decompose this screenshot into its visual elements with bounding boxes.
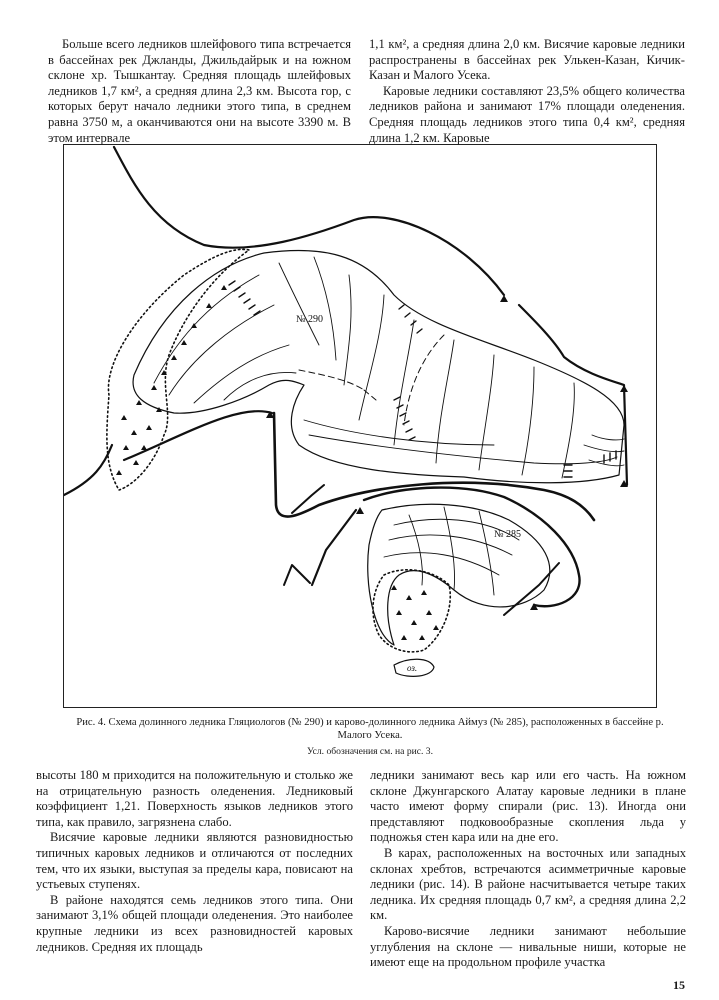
page-number: 15 xyxy=(673,978,685,992)
ridge-line xyxy=(284,565,310,585)
contour-line xyxy=(589,460,624,466)
contour-line xyxy=(584,445,624,452)
glacier-290-label: № 290 xyxy=(296,314,324,325)
glacier-map-drawing xyxy=(64,145,658,709)
contour-line xyxy=(384,553,499,575)
contour-line xyxy=(314,257,336,360)
contour-line xyxy=(169,305,274,395)
ridge-line xyxy=(114,147,504,295)
ridge-line xyxy=(64,445,112,495)
paragraph: В районе находятся семь ледников этого типа. Они занимают 3,1% общей площади оледенения. Это наиболее крупные ледники из всех разновидностей каровых ледников. Средняя их площадь xyxy=(36,892,353,954)
glacier-290-outline xyxy=(133,250,624,482)
contour-line xyxy=(394,320,414,445)
glacier-285-outline xyxy=(368,504,550,645)
moraine-outline xyxy=(373,570,450,652)
contour-line xyxy=(309,435,617,464)
paragraph: Каровые ледники составляют 23,5% общего количества ледников района и занимают 17% площади оледенения. Средняя площадь ледников этого типа 0,4 км², средняя длина 1,2 км. Каровые xyxy=(369,83,685,145)
contour-line xyxy=(154,275,259,383)
glacier-285-label: № 285 xyxy=(494,529,522,540)
text-column-top-left xyxy=(48,37,351,146)
ridge-line xyxy=(124,411,272,460)
paragraph: ледники занимают весь кар или его часть. На южном склоне Джунгарского Алатау каровые ледники в плане часто имеют форму спирали (рис. 13). Иногда они представляют подковообразные скопления льда у подножья стен кара или на дне его. xyxy=(370,768,686,845)
lake-label: оз. xyxy=(407,663,418,673)
dashed-line xyxy=(364,390,376,400)
ridge-line xyxy=(292,485,324,513)
contour-line xyxy=(194,345,289,403)
paragraph: Больше всего ледников шлейфового типа встречается в бассейнах рек Джланды, Джильдайрык и на южном склоне хр. Тышкантау. Средняя площадь шлейфовых ледников 1,7 км², а средняя длина 2,3 км. Высота гор, с которых берут начало ледники этого типа, в среднем равна 3750 м, а оканчиваются они на высоте 3390 м. В этом интервале xyxy=(48,37,351,145)
contour-line xyxy=(279,263,319,345)
contour-line xyxy=(436,340,454,463)
cliff-hatching xyxy=(399,305,422,333)
dashed-line xyxy=(299,370,364,390)
text-column-top-right xyxy=(369,37,685,146)
contour-line xyxy=(479,355,494,470)
text-column-bottom-right xyxy=(370,768,686,971)
paragraph: 1,1 км², а средняя длина 2,0 км. Висячие каровые ледники распространены в бассейнах рек Улькен-Казан, Кичик-Казан и Малого Усека. xyxy=(369,37,685,83)
figure-legend-note: Усл. обозначения см. на рис. 3. xyxy=(306,746,433,757)
dashed-line xyxy=(404,335,444,425)
ridge-line xyxy=(504,563,559,615)
paragraph: высоты 180 м приходится на положительную и столько же на отрицательную разность оледенения. Ледниковый коэффициент 1,21. Поверхность языков ледников этого типа, как правило, загрязнена слабо. xyxy=(36,768,353,829)
contour-line xyxy=(522,367,534,475)
ridge-line xyxy=(519,305,627,485)
contour-line xyxy=(359,295,384,420)
ridge-line xyxy=(364,488,580,607)
ridge-line xyxy=(312,510,356,585)
paragraph: Карово-висячие ледники занимают небольшие углубления на склоне — нивальные ниши, которые не имеют еще на продольном профиле участка xyxy=(370,923,686,970)
cliff-hatching xyxy=(229,281,260,315)
contour-line xyxy=(592,435,624,440)
moraine-outline xyxy=(107,249,249,490)
paragraph: В карах, расположенных на восточных или западных склонах хребтов, встречаются асимметричные каровые ледники (рис. 14). В районе насчитывается четыре таких ледника. Их средняя площадь 0,7 км², а средняя длина 2,2 км. xyxy=(370,845,686,923)
contour-line xyxy=(304,420,494,445)
figure-caption: Рис. 4. Схема долинного ледника Гляциологов (№ 290) и карово-долинного ледника Аймуз (№ 285), расположенных в бассейне р. Малого Усека. xyxy=(76,717,664,741)
contour-line xyxy=(344,275,351,385)
text-column-bottom-left xyxy=(36,768,353,955)
glacier-map-figure xyxy=(63,144,657,708)
contour-line xyxy=(224,372,296,400)
paragraph: Висячие каровые ледники являются разновидностью типичных каровых ледников и отличаются от последних тем, что их языки, выступая за пределы кара, повисают на устьевых ступенях. xyxy=(36,830,353,892)
contour-line xyxy=(409,515,422,585)
